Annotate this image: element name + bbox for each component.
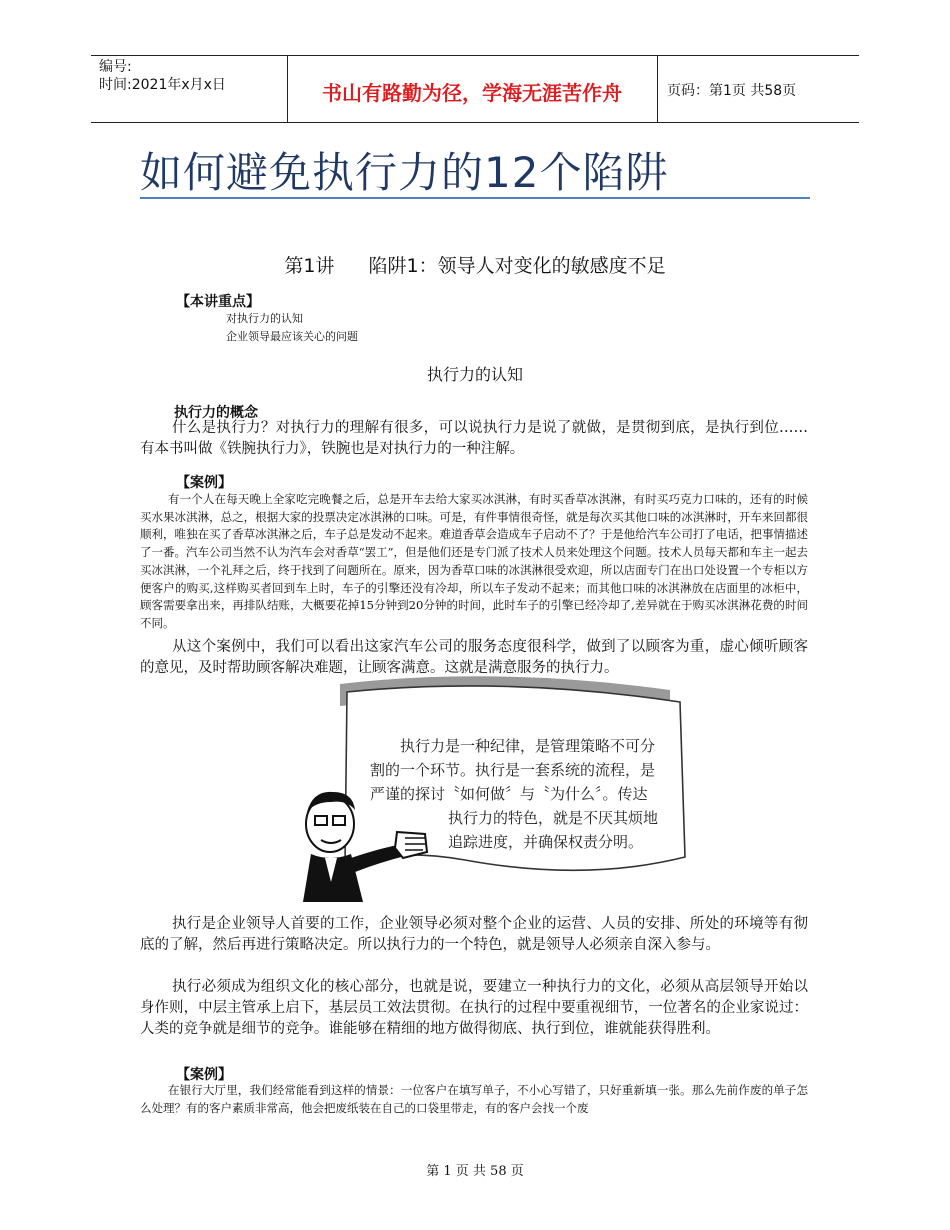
- page-header: [91, 55, 859, 123]
- case-label: 【案例】: [176, 475, 232, 491]
- callout-line: 执行力的特色，就是不厌其烦地: [448, 809, 659, 827]
- callout-line: 严谨的探讨〝如何做〞与〝为什么〞。传达: [370, 785, 648, 803]
- title-underline: [140, 197, 810, 199]
- key-points-list: [226, 310, 358, 346]
- lecture-heading: [0, 251, 950, 278]
- paragraph: 从这个案例中，我们可以看出这家汽车公司的服务态度很科学，做到了以顾客为重，虚心倾听顾客的意见，及时帮助顾客解决难题，让顾客满意。这就是满意服务的执行力。: [140, 639, 808, 676]
- case-text: 有一个人在每天晚上全家吃完晚餐之后，总是开车去给大家买冰淇淋，有时买香草冰淇淋，有时买巧克力口味的，还有的时候买水果冰淇淋，总之，根据大家的投票决定冰淇淋的口味。可是，有件事情很奇怪，就是每次买其他口味的冰淇淋时，开车来回都很顺利，唯独在买了香草冰淇淋之后，车子总是发动不起来。难道香草会造成车子启动不了？于是他给汽车公司打了电话，把事情描述了一番。汽车公司当然不认为汽车会对香草“罢工”，但是他们还是专门派了技术人员来处理这个问题。技术人员每天都和车主一起去买冰淇淋，一个礼拜之后，终于找到了问题所在。原来，因为香草口味的冰淇淋很受欢迎，所以店面专门在出口处设置一个专柜以方便客户的购买,这样购买者回到车上时，车子的引擎还没有冷却，所以车子发动不起来；而其他口味的冰淇淋放在店面里的冰柜中，顾客需要拿出来，再排队结账，大概要花掉15分钟到20分钟的时间，此时车子的引擎已经冷却了,差异就在于购买冰淇淋花费的时间不同。: [140, 492, 808, 630]
- section-heading: 执行力的认知: [426, 365, 523, 384]
- concept-paragraph: 什么是执行力？对执行力的理解有很多，可以说执行力是说了就做，是贯彻到底，是执行到位……有本书叫做《铁腕执行力》，铁腕也是对执行力的一种注解。: [140, 420, 808, 457]
- callout-line: 割的一个环节。执行是一套系统的流程，是: [370, 761, 656, 779]
- case-label: 【案例】: [176, 1067, 232, 1083]
- key-point-item: 对执行力的认知: [226, 312, 303, 325]
- document-title: 如何避免执行力的12个陷阱: [140, 148, 669, 197]
- header-motto: 书山有路勤为径，学海无涯苦作舟: [322, 81, 622, 105]
- paragraph: 执行必须成为组织文化的核心部分，也就是说，要建立一种执行力的文化，必须从高层领导开始以身作则，中层主管承上启下，基层员工效法贯彻。在执行的过程中要重视细节，一位著名的企业家说过：人类的竞争就是细节的竞争。谁能够在精细的地方做得彻底、执行到位，谁就能获得胜利。: [140, 979, 808, 1037]
- lecture-number: 第1讲: [284, 255, 335, 277]
- header-page-info: 页码：第1页 共58页: [667, 83, 797, 99]
- time-label: 时间:2021年x月x日: [99, 77, 226, 93]
- key-points-label: 【本讲重点】: [176, 294, 260, 310]
- number-label: 编号:: [99, 59, 132, 75]
- lecture-topic: 陷阱1：领导人对变化的敏感度不足: [368, 255, 666, 277]
- case-text: 在银行大厅里，我们经常能看到这样的情景：一位客户在填写单子，不小心写错了，只好重新填一张。那么先前作废的单子怎么处理？有的客户素质非常高，他会把废纸装在自己的口袋里带走，有的客户会找一个废: [140, 1083, 808, 1115]
- paragraph: 执行是企业领导人首要的工作，企业领导必须对整个企业的运营、人员的安排、所处的环境等有彻底的了解，然后再进行策略决定。所以执行力的一个特色，就是领导人必须亲自深入参与。: [140, 916, 808, 953]
- concept-label: 执行力的概念: [174, 405, 258, 421]
- header-divider: [657, 56, 658, 122]
- page-footer: 第 1 页 共 58 页: [426, 1164, 524, 1179]
- callout-line: 执行力是一种纪律，是管理策略不可分: [400, 737, 656, 755]
- callout-line: 追踪进度，并确保权责分明。: [448, 833, 644, 851]
- key-point-item: 企业领导最应该关心的问题: [226, 330, 358, 343]
- header-meta: [99, 58, 226, 94]
